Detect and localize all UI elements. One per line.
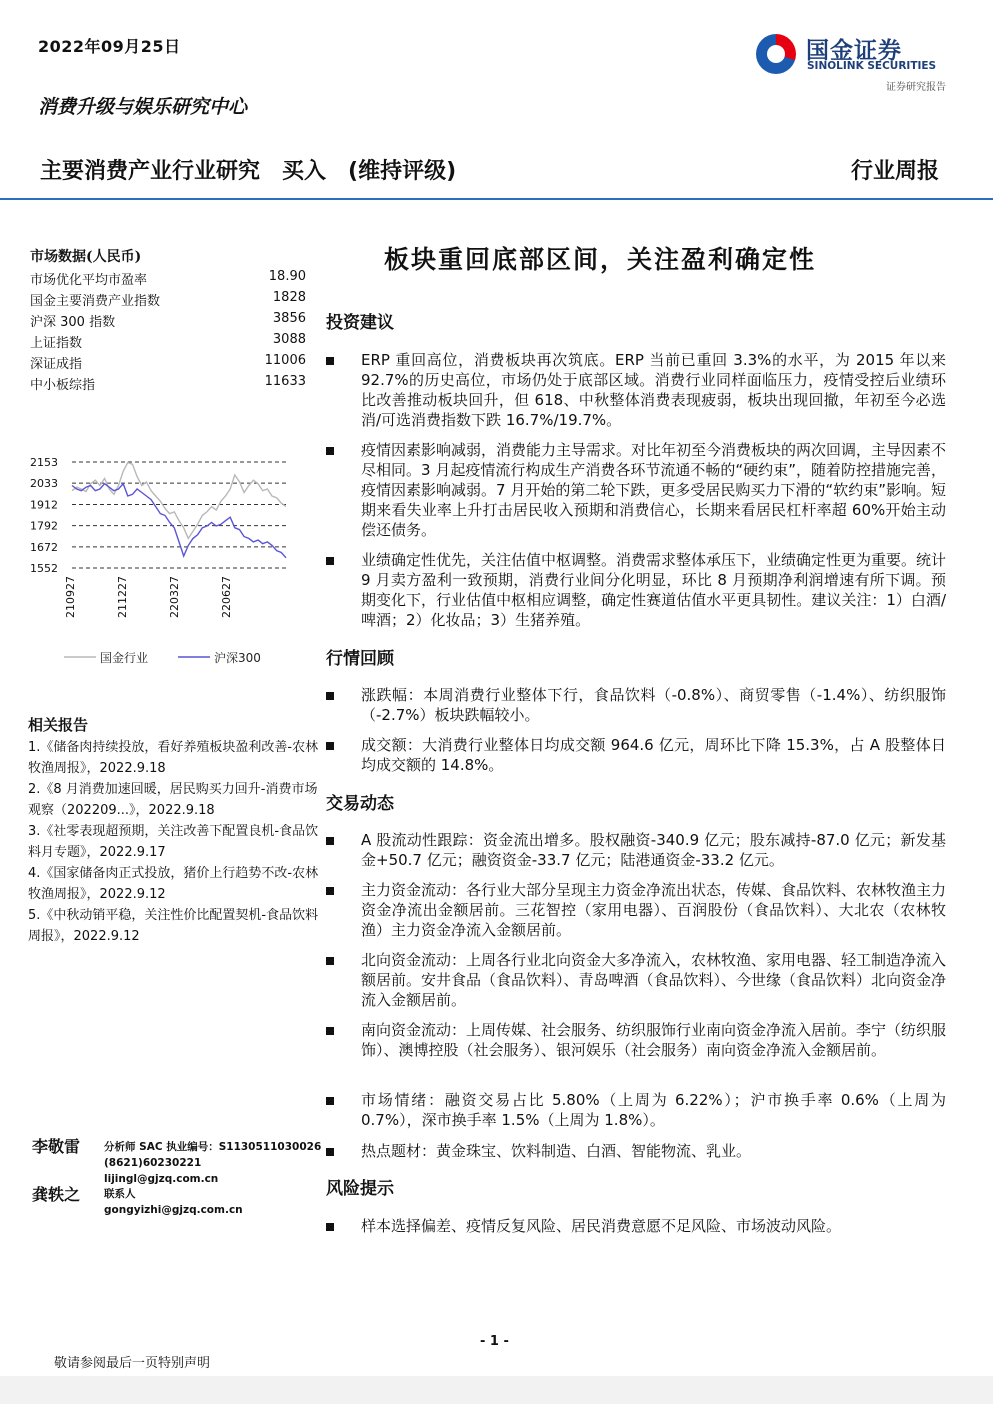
review-bullet — [326, 685, 946, 725]
trade-bullet — [326, 830, 946, 870]
document-type: 行业周报 — [850, 158, 939, 184]
risk-bullet — [326, 1216, 946, 1236]
md-value: 3856 — [272, 311, 306, 326]
y-tick-label: 1552 — [30, 562, 58, 575]
bullet-text: 疫情因素影响减弱，消费能力主导需求。对比年初至今消费板块的两次回调，主导因素不尽相同。3 月起疫情流行构成生产消费各环节流通不畅的“硬约束”，随着防控措施完善，疫情因素影响减弱。7 月开始的第二轮下跌，更多受居民购买力下滑的“软约束”影响。短期来看失业率上升打击居民收入预期和消费信心，长期来看居民杠杆率超 60%开始主动偿还债务。 — [361, 441, 947, 539]
series-line-industry — [72, 463, 286, 539]
trade-bullet — [326, 1090, 946, 1130]
related-report-item[interactable]: 5.《中秋动销平稳，关注性价比配置契机-食品饮料周报》，2022.9.12 — [28, 908, 319, 944]
header-divider — [0, 198, 993, 200]
invest-bullet — [326, 550, 946, 630]
trade-bullet — [326, 880, 946, 940]
md-label: 沪深 300 指数 — [30, 315, 116, 330]
contact-email[interactable]: gongyizhi@gjzq.com.cn — [104, 1204, 243, 1216]
market-data-row — [30, 290, 306, 311]
bullet-square-icon — [326, 1223, 334, 1231]
market-data-row — [30, 374, 306, 395]
market-data-row — [30, 332, 306, 353]
rating-note: (维持评级) — [348, 159, 457, 184]
bullet-square-icon — [326, 1148, 334, 1156]
md-value: 11006 — [264, 353, 306, 368]
bullet-text: 热点题材：黄金珠宝、饮料制造、白酒、智能物流、乳业。 — [361, 1142, 752, 1160]
review-bullet — [326, 735, 946, 775]
section-invest: 投资建议 — [326, 313, 394, 333]
market-data-row — [30, 353, 306, 374]
bullet-text: A 股流动性跟踪：资金流出增多。股权融资-340.9 亿元；股东减持-87.0 亿元；新发基金+50.7 亿元；融资资金-33.7 亿元；陆港通资金-33.2 亿元。 — [361, 831, 946, 869]
bullet-square-icon — [326, 557, 334, 565]
trade-bullet — [326, 1141, 946, 1161]
logo-mark-icon — [756, 34, 796, 74]
y-tick-label: 2153 — [30, 456, 58, 469]
page-number: - 1 - — [480, 1334, 509, 1349]
market-data-title: 市场数据(人民币) — [30, 249, 142, 265]
report-headline: 板块重回底部区间，关注盈利确定性 — [384, 245, 817, 274]
logo-subtitle: 证券研究报告 — [886, 82, 946, 93]
md-label: 中小板综指 — [30, 378, 96, 393]
bullet-text: 主力资金流动：各行业大部分呈现主力资金净流出状态，传媒、食品饮料、农林牧渔主力资金净流出金额居前。三花智控（家用电器）、百润股份（食品饮料）、大北农（农林牧渔）主力资金净流入金额居前。 — [361, 881, 947, 939]
md-value: 3088 — [272, 332, 306, 347]
related-report-item[interactable]: 2.《8 月消费加速回暖，居民购买力回升-消费市场观察（202209...》，2022.9.18 — [28, 782, 318, 818]
report-date: 2022年09月25日 — [38, 37, 181, 56]
x-tick-label: 220627 — [220, 576, 233, 618]
index-line-chart — [28, 440, 318, 680]
bullet-square-icon — [326, 742, 334, 750]
section-trade: 交易动态 — [326, 794, 394, 814]
section-review: 行情回顾 — [326, 649, 394, 669]
analyst-name: 李敬雷 — [32, 1137, 81, 1156]
bullet-square-icon — [326, 1027, 334, 1035]
bullet-text: ERP 重回高位，消费板块再次筑底。ERP 当前已重回 3.3%的水平，为 2015 年以来 92.7%的历史高位，市场仍处于底部区域。消费行业同样面临压力，疫情受控后业绩环比改善推动板块回升，但 618、中秋整体消费表现疲弱，板块出现回撤，年初至今必选消/可选消费指数下跌 16.7%/19.7%。 — [361, 351, 946, 429]
market-data-row — [30, 269, 306, 290]
md-label: 国金主要消费产业指数 — [30, 294, 161, 309]
y-tick-label: 1912 — [30, 498, 58, 512]
bullet-square-icon — [326, 357, 334, 365]
contact-info — [104, 1186, 243, 1218]
bullet-square-icon — [326, 887, 334, 895]
invest-bullet — [326, 350, 946, 430]
industry-name: 主要消费产业行业研究 — [40, 159, 261, 184]
bullet-text: 业绩确定性优先，关注估值中枢调整。消费需求整体承压下，业绩确定性更为重要。统计 9 月卖方盈利一致预期，消费行业间分化明显，环比 8 月预期净利润增速有所下调。预期变化下，行业估值中枢相应调整，确定性赛道估值水平更具韧性。建议关注：1）白酒/啤酒；2）化妆品；3）生猪养殖。 — [361, 551, 947, 629]
legend-label: 国金行业 — [100, 651, 149, 665]
bullet-text: 涨跌幅：本周消费行业整体下行，食品饮料（-0.8%）、商贸零售（-1.4%）、纺织服饰（-2.7%）板块跌幅较小。 — [361, 686, 946, 724]
bullet-square-icon — [326, 837, 334, 845]
x-tick-label: 210927 — [64, 576, 77, 618]
bullet-square-icon — [326, 957, 334, 965]
related-report-item[interactable]: 4.《国家储备肉正式投放，猪价上行趋势不改-农林牧渔周报》，2022.9.12 — [28, 866, 319, 902]
page-bottom-band — [0, 1376, 993, 1404]
bullet-square-icon — [326, 1097, 334, 1105]
bullet-text: 市场情绪：融资交易占比 5.80%（上周为 6.22%）；沪市换手率 0.6%（上周为 0.7%），深市换手率 1.5%（上周为 1.8%）。 — [361, 1091, 946, 1129]
bullet-text: 样本选择偏差、疫情反复风险、居民消费意愿不足风险、市场波动风险。 — [361, 1217, 842, 1235]
footer-disclaimer: 敬请参阅最后一页特别声明 — [54, 1356, 211, 1371]
y-tick-label: 1672 — [30, 540, 58, 554]
related-report-item[interactable]: 3.《社零表现超预期，关注改善下配置良机-食品饮料月专题》，2022.9.17 — [28, 824, 319, 860]
y-tick-label: 1792 — [30, 519, 58, 533]
analyst-email[interactable]: lijingl@gjzq.com.cn — [104, 1173, 219, 1185]
research-center-name: 消费升级与娱乐研究中心 — [38, 96, 248, 118]
x-tick-label: 211227 — [116, 576, 129, 618]
analyst-phone: (8621)60230221 — [104, 1157, 202, 1169]
bullet-text: 成交额：大消费行业整体日均成交额 964.6 亿元，周环比下降 15.3%，占 A 股整体日均成交额的 14.8%。 — [361, 736, 946, 774]
md-value: 11633 — [264, 374, 306, 389]
analyst-info — [104, 1139, 321, 1187]
rating: 买入 — [282, 159, 327, 184]
md-label: 市场优化平均市盈率 — [30, 273, 148, 288]
logo-text-cn: 国金证券 — [806, 38, 902, 64]
related-reports-title: 相关报告 — [28, 716, 89, 734]
legend-label: 沪深300 — [214, 651, 261, 665]
bullet-square-icon — [326, 692, 334, 700]
md-label: 深证成指 — [30, 357, 83, 372]
analyst-sac: 分析师 SAC 执业编号：S1130511030026 — [104, 1141, 322, 1153]
trade-bullet — [326, 1020, 946, 1060]
y-tick-label: 2033 — [30, 477, 58, 491]
trade-bullet — [326, 950, 946, 1010]
section-risk: 风险提示 — [326, 1179, 394, 1199]
md-label: 上证指数 — [30, 336, 83, 351]
contact-role: 联系人 — [104, 1188, 136, 1200]
x-tick-label: 220327 — [168, 576, 181, 618]
logo-text-en: SINOLINK SECURITIES — [807, 60, 937, 72]
market-data-row — [30, 311, 306, 332]
invest-bullet — [326, 440, 946, 540]
related-report-item[interactable]: 1.《储备肉持续投放，看好养殖板块盈利改善-农林牧渔周报》，2022.9.18 — [28, 740, 319, 776]
md-value: 1828 — [272, 290, 306, 305]
company-logo — [756, 30, 946, 92]
report-title-line — [40, 154, 478, 185]
bullet-text: 南向资金流动：上周传媒、社会服务、纺织服饰行业南向资金净流入居前。李宁（纺织服饰）、澳博控股（社会服务）、银河娱乐（社会服务）南向资金净流入金额居前。 — [361, 1021, 947, 1059]
bullet-square-icon — [326, 447, 334, 455]
chart-svg — [28, 440, 318, 680]
bullet-text: 北向资金流动：上周各行业北向资金大多净流入，农林牧渔、家用电器、轻工制造净流入额居前。安井食品（食品饮料）、青岛啤酒（食品饮料）、今世缘（食品饮料）北向资金净流入金额居前。 — [361, 951, 947, 1009]
md-value: 18.90 — [268, 269, 306, 284]
contact-name: 龚轶之 — [32, 1185, 81, 1204]
